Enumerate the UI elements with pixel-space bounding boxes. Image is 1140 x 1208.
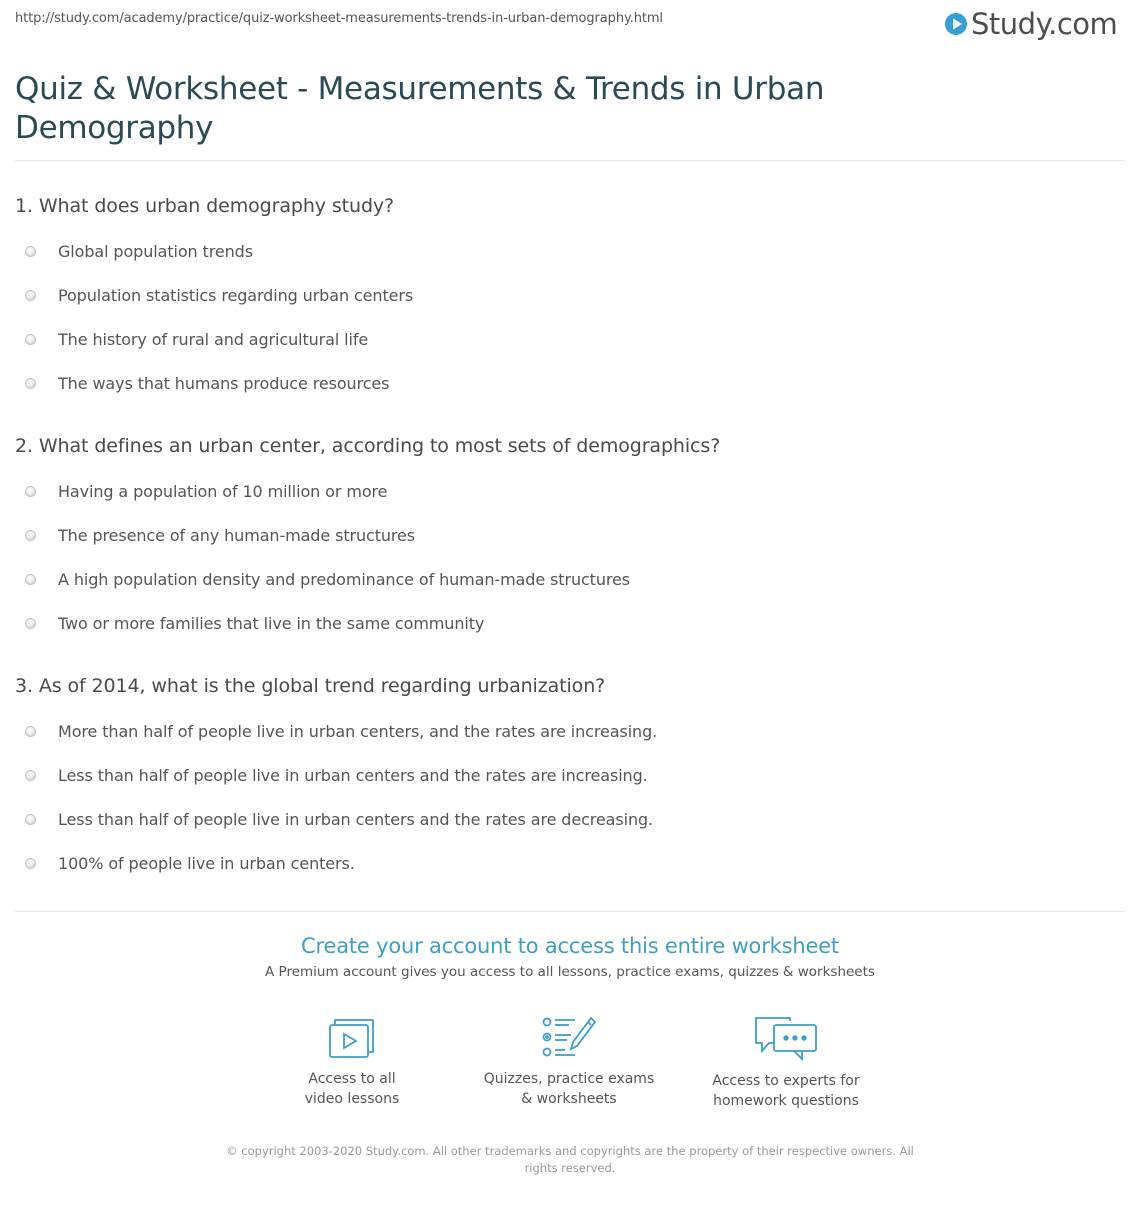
answer-option[interactable]: [15, 709, 1115, 753]
answer-label: A high population density and predominance of human-made structures: [58, 569, 630, 589]
feature-quizzes: [469, 1015, 669, 1109]
answer-option[interactable]: [15, 361, 1115, 405]
radio-button[interactable]: [25, 530, 36, 541]
answer-label: The ways that humans produce resources: [58, 373, 390, 393]
feature-experts: [686, 1015, 886, 1111]
answer-label: The history of rural and agricultural life: [58, 329, 369, 349]
radio-button[interactable]: [25, 574, 36, 585]
radio-button[interactable]: [25, 770, 36, 781]
answer-option[interactable]: [15, 601, 1115, 645]
chat-bubbles-icon: [686, 1015, 886, 1061]
question-3: [15, 674, 1115, 885]
answer-option[interactable]: [15, 513, 1115, 557]
feature-label: Access to experts for homework questions: [712, 1073, 860, 1109]
page-title: Quiz & Worksheet - Measurements & Trends in Urban Demography: [15, 71, 825, 146]
feature-label: Quizzes, practice exams & worksheets: [483, 1071, 655, 1107]
radio-button[interactable]: [25, 858, 36, 869]
header-divider: [15, 160, 1125, 161]
answer-option[interactable]: [15, 469, 1115, 513]
radio-button[interactable]: [25, 814, 36, 825]
play-circle-icon: [944, 12, 968, 36]
signup-cta: [0, 934, 1140, 980]
radio-button[interactable]: [25, 334, 36, 345]
radio-button[interactable]: [25, 618, 36, 629]
question-text: 3. As of 2014, what is the global trend regarding urbanization?: [15, 675, 606, 697]
question-2: [15, 434, 1115, 645]
answer-option[interactable]: [15, 273, 1115, 317]
page-url: http://study.com/academy/practice/quiz-worksheet-measurements-trends-in-urban-demography.html: [15, 11, 663, 26]
answer-label: Two or more families that live in the same community: [58, 613, 485, 633]
radio-button[interactable]: [25, 486, 36, 497]
answer-label: Less than half of people live in urban centers and the rates are increasing.: [58, 765, 648, 785]
answer-label: More than half of people live in urban centers, and the rates are increasing.: [58, 721, 658, 741]
cta-subtitle: A Premium account gives you access to all lessons, practice exams, quizzes & worksheets: [265, 964, 875, 980]
answer-option[interactable]: [15, 797, 1115, 841]
answer-option[interactable]: [15, 317, 1115, 361]
radio-button[interactable]: [25, 290, 36, 301]
logo-text: Study.com: [971, 7, 1118, 41]
radio-button[interactable]: [25, 246, 36, 257]
copyright-footer: © copyright 2003-2020 Study.com. All other trademarks and copyrights are the property of their respective owners. All rights reserved.: [226, 1144, 914, 1175]
answer-option[interactable]: [15, 841, 1115, 885]
answer-option[interactable]: [15, 557, 1115, 601]
radio-button[interactable]: [25, 726, 36, 737]
question-1: [15, 194, 1115, 405]
features-row: [0, 1015, 1140, 1125]
create-account-link[interactable]: Create your account to access this entire worksheet: [301, 934, 839, 958]
feature-label: Access to all video lessons: [304, 1071, 400, 1107]
answer-label: Having a population of 10 million or more: [58, 481, 388, 501]
feature-video-lessons: [252, 1015, 452, 1109]
video-lessons-icon: [252, 1015, 452, 1059]
answer-label: Population statistics regarding urban centers: [58, 285, 414, 305]
answer-label: 100% of people live in urban centers.: [58, 853, 355, 873]
quiz-checklist-icon: [469, 1015, 669, 1059]
radio-button[interactable]: [25, 378, 36, 389]
answer-label: Global population trends: [58, 241, 253, 261]
study-logo[interactable]: [944, 7, 1117, 41]
question-text: 1. What does urban demography study?: [15, 195, 395, 217]
answer-label: The presence of any human-made structures: [58, 525, 416, 545]
answer-option[interactable]: [15, 229, 1115, 273]
answer-label: Less than half of people live in urban centers and the rates are decreasing.: [58, 809, 654, 829]
question-text: 2. What defines an urban center, according to most sets of demographics?: [15, 435, 721, 457]
answer-option[interactable]: [15, 753, 1115, 797]
content-divider: [15, 911, 1125, 912]
